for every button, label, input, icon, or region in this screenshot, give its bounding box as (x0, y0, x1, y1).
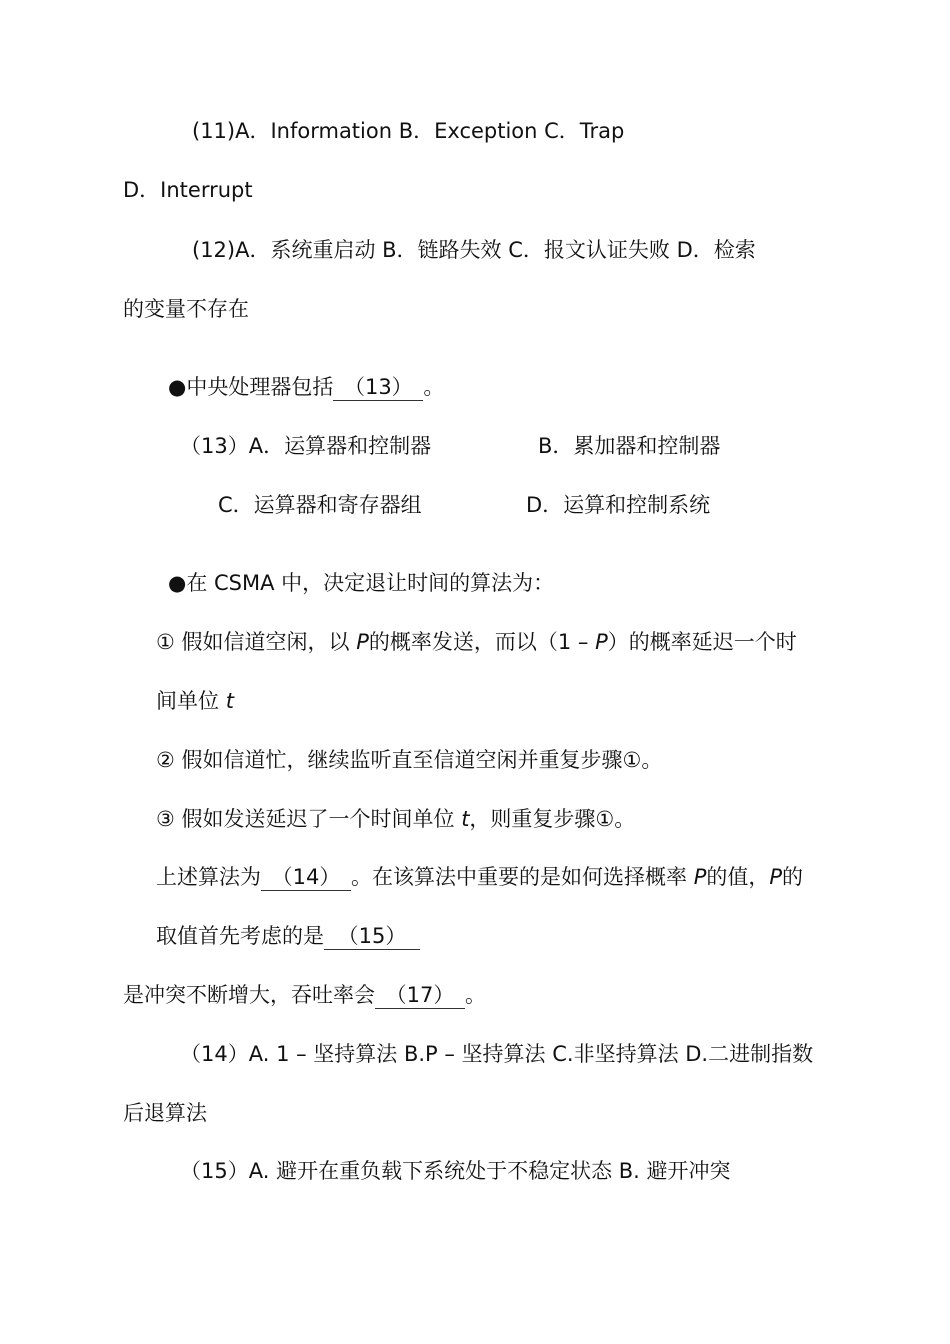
q15-blank: （15） (324, 923, 420, 950)
q14-stem-text-c: 的值， (706, 865, 770, 889)
q15-stem-text: 取值首先考虑的是 (156, 924, 324, 948)
q11-options-line1: (11)A．Information B．Exception C．Trap (192, 119, 625, 143)
csma-step1-t: t (225, 689, 234, 713)
q14-blank: （14） (261, 864, 351, 891)
q17-blank: （17） (375, 982, 465, 1009)
q13-option-c: C．运算器和寄存器组 (218, 493, 422, 517)
csma-step1-text-b: 的概率发送，而以（1 – (368, 630, 596, 654)
csma-step3-text-b: ，则重复步骤①。 (469, 807, 636, 831)
q12-options-line2: 的变量不存在 (123, 297, 249, 321)
csma-step3 (156, 804, 635, 834)
q14-stem-text-a: 上述算法为 (156, 865, 261, 889)
csma-step1-text-c: ）的概率延迟一个时 (607, 630, 797, 654)
q17-stem-text: 是冲突不断增大，吞吐率会 (123, 983, 375, 1007)
q15-stem (156, 921, 420, 951)
q14-stem-text-b: 。在该算法中重要的是如何选择概率 (351, 865, 694, 889)
csma-step1-line2-text: 间单位 (156, 689, 226, 713)
q14-options-line2: 后退算法 (123, 1101, 207, 1125)
csma-step2: ② 假如信道忙，继续监听直至信道空闲并重复步骤①。 (156, 748, 663, 772)
csma-step1-line2 (156, 686, 234, 716)
csma-step1-p2: P (595, 630, 608, 654)
csma-step1-text-a: ① 假如信道空闲，以 (156, 630, 357, 654)
csma-step3-text-a: ③ 假如发送延迟了一个时间单位 (156, 807, 462, 831)
csma-step1-line1 (156, 627, 797, 657)
q11-options-line2: D．Interrupt (123, 178, 253, 202)
q17-stem-end: 。 (465, 983, 486, 1007)
q14-stem-text-d: 的 (782, 865, 804, 889)
q14-stem-p2: P (769, 865, 783, 889)
q13-stem (168, 372, 444, 402)
csma-step1-p1: P (356, 630, 369, 654)
q15-options-line1: （15）A. 避开在重负载下系统处于不稳定状态 B. 避开冲突 (180, 1159, 731, 1183)
q17-stem (123, 980, 486, 1010)
q14-stem (156, 862, 803, 892)
q14-options-line1: （14）A. 1 – 坚持算法 B.P – 坚持算法 C.非坚持算法 D.二进制指数 (180, 1042, 814, 1066)
q13-stem-text: ●中央处理器包括 (168, 375, 334, 399)
q13-stem-end: 。 (423, 375, 445, 399)
q13-option-b: B．累加器和控制器 (538, 434, 721, 458)
q13-option-a: （13）A．运算器和控制器 (180, 434, 432, 458)
q14-stem-p1: P (693, 865, 707, 889)
q13-option-d: D．运算和控制系统 (526, 493, 711, 517)
csma-step3-t: t (461, 807, 470, 831)
q13-blank: （13） (333, 374, 423, 401)
q12-options-line1: (12)A．系统重启动 B．链路失效 C．报文认证失败 D．检索 (192, 238, 756, 262)
csma-intro: ●在 CSMA 中，决定退让时间的算法为： (168, 571, 555, 595)
